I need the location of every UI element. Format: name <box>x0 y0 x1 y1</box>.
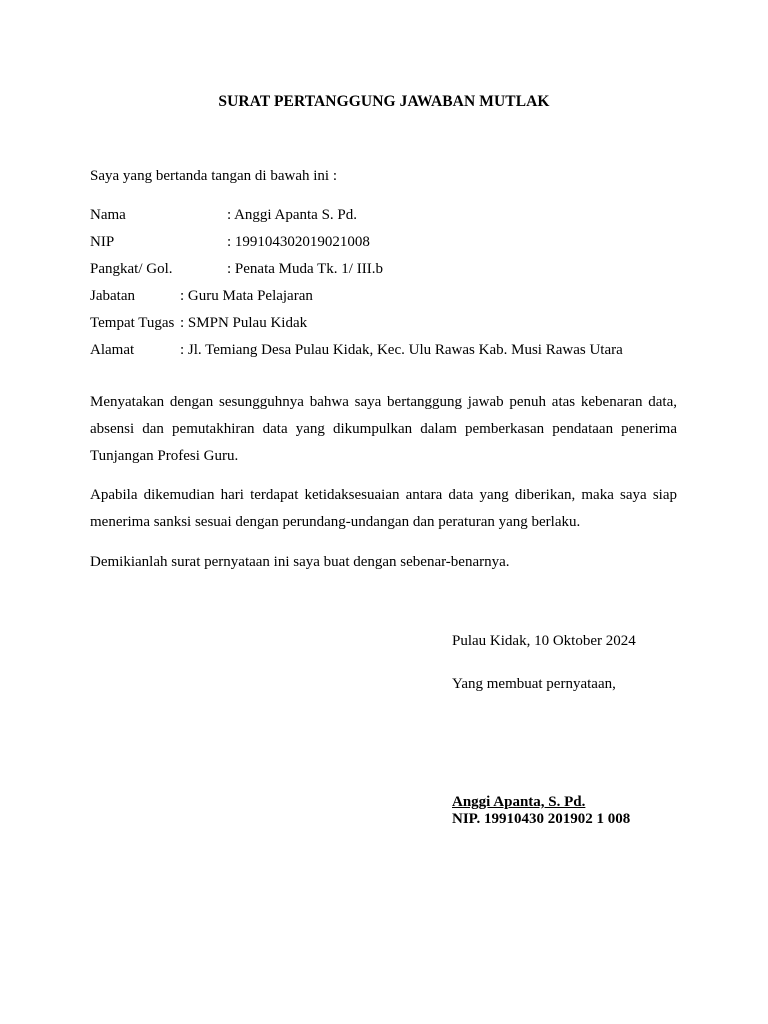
identity-value: : Jl. Temiang Desa Pulau Kidak, Kec. Ulu Rawas Kab. Musi Rawas Utara <box>180 342 623 358</box>
identity-value: : SMPN Pulau Kidak <box>180 315 308 331</box>
identity-value: : Guru Mata Pelajaran <box>180 288 313 304</box>
identity-label: Jabatan <box>90 288 135 304</box>
identity-label: Alamat <box>90 342 135 358</box>
statement-paragraph: Menyatakan dengan sesungguhnya bahwa saya bertanggung jawab penuh atas kebenaran data, absensi dan pemutakhiran data yang dikumpulkan dalam pemberkasan pendataan penerima Tunjangan Profesi Guru. <box>90 394 677 464</box>
consequence-paragraph: Apabila dikemudian hari terdapat ketidaksesuaian antara data yang diberikan, maka saya siap menerima sanksi sesuai dengan perundang-undangan dan peraturan yang berlaku. <box>90 487 677 530</box>
signer-role: Yang membuat pernyataan, <box>452 676 616 692</box>
identity-label: Nama <box>90 207 126 223</box>
document-title: SURAT PERTANGGUNG JAWABAN MUTLAK <box>218 93 550 110</box>
identity-label: Pangkat/ Gol. <box>90 261 173 277</box>
signer-name: Anggi Apanta, S. Pd. <box>452 794 586 810</box>
closing-paragraph: Demikianlah surat pernyataan ini saya buat dengan sebenar-benarnya. <box>90 554 510 570</box>
identity-label: Tempat Tugas <box>90 315 175 331</box>
intro-statement: Saya yang bertanda tangan di bawah ini : <box>90 168 338 184</box>
identity-value: : Anggi Apanta S. Pd. <box>227 207 358 223</box>
identity-label: NIP <box>90 234 115 250</box>
identity-value: : Penata Muda Tk. 1/ III.b <box>227 261 383 277</box>
identity-value: : 199104302019021008 <box>227 234 370 250</box>
signer-nip: NIP. 19910430 201902 1 008 <box>452 811 631 827</box>
place-date: Pulau Kidak, 10 Oktober 2024 <box>452 633 636 649</box>
